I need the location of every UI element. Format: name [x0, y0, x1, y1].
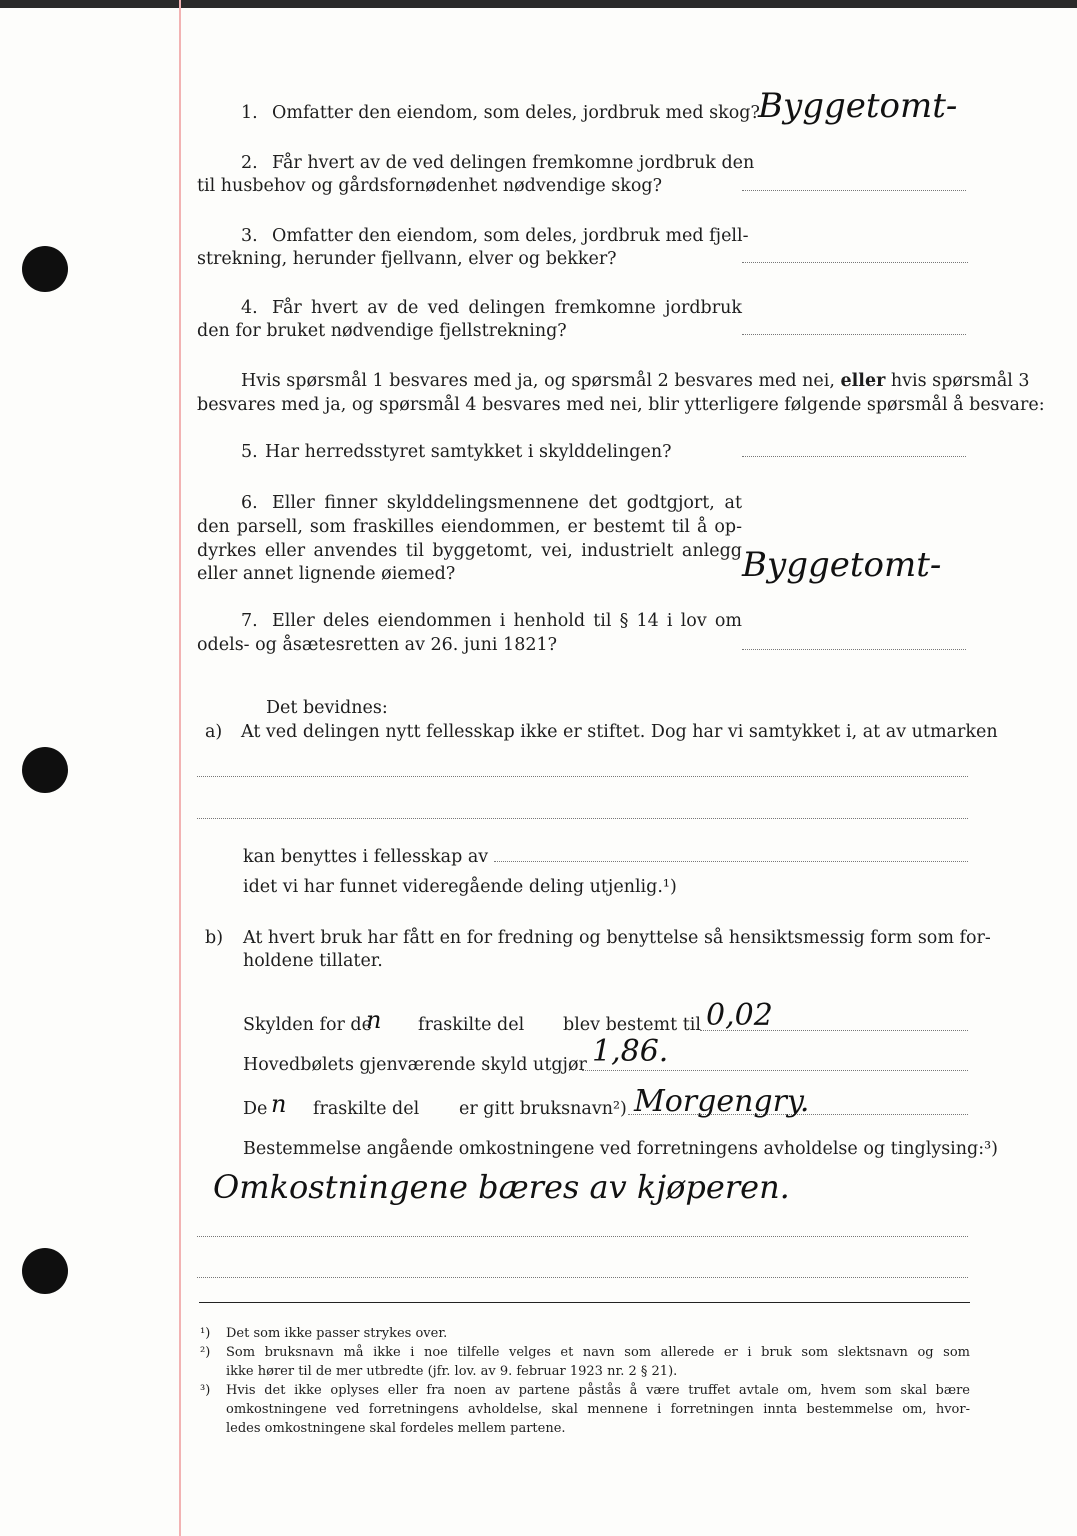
fill-line-fellesskap — [494, 861, 968, 862]
bruksnavn-post: er gitt bruksnavn²) — [459, 1099, 627, 1119]
fill-line-a1 — [197, 776, 968, 777]
answer-6-handwritten: Byggetomt- — [742, 545, 942, 585]
punch-hole-top — [22, 246, 68, 292]
bevidnes-b-text-2: holdene tillater. — [243, 951, 383, 971]
margin-line — [179, 0, 181, 1536]
question-3-line-1: Omfatter den eiendom, som deles, jordbruk med fjell- — [272, 226, 749, 246]
answer-4-line — [742, 334, 966, 335]
question-1-number: 1. — [241, 103, 258, 123]
fill-line-a2 — [197, 818, 968, 819]
question-6-line-3: dyrkes eller anvendes til byggetomt, vei, industrielt anlegg — [197, 541, 742, 561]
bruksnavn-value: Morgengry. — [634, 1084, 810, 1119]
question-7-line-2: odels- og åsætesretten av 26. juni 1821? — [197, 635, 557, 655]
bevidnes-a-line-3: idet vi har funnet videregående deling utjenlig.¹) — [243, 877, 677, 897]
document-page: 1. Omfatter den eiendom, som deles, jordbruk med skog? Byggetomt- 2. Får hvert av de ved delingen fremkomne jordbruk den til husbehov og gårdsfornødenhet nødvendige skog? 3. Omfatter den eiendom, som deles, jordbruk med fjell- strekning, herunder fjellvann, elver og bekker? 4. Får hvert av de ved delingen fremkomne jordbruk den for bruket nødvendige fjellstrekning? Hvis spørsmål 1 besvares med ja, og spørsmål 2 besvares med nei, eller hvis spørsmål 3 besvares med ja, og spørsmål 4 besvares med nei, blir ytterligere følgende spørsmål å besvare: 5. Har herredsstyret samtykket i skylddelingen? 6. Eller finner skylddelingsmennene det godtgjort, at den parsell, som fraskilles eiendommen, er bestemt til å op- dyrkes eller anvendes til byggetomt, vei, industrielt anlegg eller annet lignende øiemed? Byggetomt- 7. Eller deles eiendommen i henhold til § 14 i lov om odels- og åsætesretten av 26. juni 1821? Det bevidnes: a) At ved delingen nytt fellesskap ikke er stiftet. Dog har vi samtykket i, at av utmarken kan benyttes i fellesskap av idet vi har funnet videregående deling utjenlig.¹) b) At hvert bruk har fått en for fredning og benyttelse så hensiktsmessig form som for- holdene tillater. Skylden for de n fraskilte del blev bestemt til 0,02 Hovedbølets gjenværende skyld utgjør 1,86. De n fraskilte del er gitt bruksnavn²) Morgengry. Bestemmelse angående omkostningene ved forretningens avholdelse og tinglysing:³) Omkostningene bæres av kjøperen. ¹) Det som ikke passer strykes over. ²) Som bruksnavn må ikke i noe tilfelle velges et navn som allerede er i bruk som slektsnavn og som ikke hører til de mer utbredte (jfr. lov. av 9. februar 1923 nr. 2 § 21). ³) Hvis det ikke oplyses eller fra noen av partene påstås å være truffet avtale om, hvem som skal bære omkostningene ved forretningens avholdelse, skal mennene i forretningen innta bestemmelse om, hvor- ledes omkostningene skal fordeles mellem partene. — [0, 0, 1077, 1536]
bevidnes-a-label: a) — [205, 722, 223, 742]
skyld-fraskilt-mid: fraskilte del — [418, 1015, 525, 1035]
question-4-number: 4. — [241, 298, 258, 318]
question-6-line-1: Eller finner skylddelingsmennene det godtgjort, at — [272, 493, 742, 513]
bevidnes-b-label: b) — [205, 928, 224, 948]
question-2-line-1: Får hvert av de ved delingen fremkomne jordbruk den — [272, 153, 755, 173]
question-2-number: 2. — [241, 153, 258, 173]
question-3-line-2: strekning, herunder fjellvann, elver og bekker? — [197, 249, 617, 269]
answer-3-line — [742, 262, 968, 263]
condition-line-1: Hvis spørsmål 1 besvares med ja, og spørsmål 2 besvares med nei, eller hvis spørsmål 3 — [241, 371, 1030, 391]
bruksnavn-mid: fraskilte del — [313, 1099, 420, 1119]
bevidnes-b-text-1: At hvert bruk har fått en for fredning og benyttelse så hensiktsmessig form som for- — [243, 928, 991, 948]
answer-5-line — [742, 456, 966, 457]
omkostning-line-2 — [197, 1277, 968, 1278]
skyld-fraskilt-suffix: n — [366, 1006, 382, 1034]
question-5-text: Har herredsstyret samtykket i skylddelingen? — [265, 442, 672, 462]
question-6-line-4: eller annet lignende øiemed? — [197, 564, 456, 584]
answer-7-line — [742, 649, 966, 650]
footnote-3-line-3: ledes omkostningene skal fordeles mellem partene. — [226, 1421, 566, 1436]
bevidnes-a-line-2: kan benyttes i fellesskap av — [243, 847, 489, 867]
footnote-3-line-2: omkostningene ved forretningens avholdelse, skal mennene i forretningen innta bestemmelse om, hvor- — [226, 1402, 970, 1417]
question-4-line-1: Får hvert av de ved delingen fremkomne jordbruk — [272, 298, 742, 318]
footnote-rule — [199, 1302, 970, 1303]
question-7-number: 7. — [241, 611, 258, 631]
bruksnavn-suffix: n — [271, 1090, 287, 1118]
question-6-number: 6. — [241, 493, 258, 513]
skyld-hovedbol-value: 1,86. — [592, 1034, 669, 1069]
bruksnavn-pre: De — [243, 1099, 268, 1119]
skyld-hovedbol-label: Hovedbølets gjenværende skyld utgjør — [243, 1055, 587, 1075]
punch-hole-middle — [22, 747, 68, 793]
answer-2-line — [742, 190, 966, 191]
question-3-number: 3. — [241, 226, 258, 246]
bevidnes-heading: Det bevidnes: — [266, 698, 388, 718]
skyld-fraskilt-post: blev bestemt til — [563, 1015, 701, 1035]
condition-line-2: besvares med ja, og spørsmål 4 besvares med nei, blir ytterligere følgende spørsmål å besvare: — [197, 395, 1045, 415]
question-5-number: 5. — [241, 442, 258, 462]
question-7-line-1: Eller deles eiendommen i henhold til § 14 i lov om — [272, 611, 742, 631]
footnote-2-line-2: ikke hører til de mer utbredte (jfr. lov. av 9. februar 1923 nr. 2 § 21). — [226, 1364, 678, 1379]
scan-edge — [0, 0, 1077, 8]
question-1-text: Omfatter den eiendom, som deles, jordbruk med skog? — [272, 103, 760, 123]
punch-hole-bottom — [22, 1248, 68, 1294]
question-6-line-2: den parsell, som fraskilles eiendommen, er bestemt til å op- — [197, 517, 742, 537]
bevidnes-a-text: At ved delingen nytt fellesskap ikke er stiftet. Dog har vi samtykket i, at av utmarken — [241, 722, 998, 742]
answer-1-handwritten: Byggetomt- — [758, 86, 958, 126]
skyld-fraskilt-pre: Skylden for de — [243, 1015, 372, 1035]
question-4-line-2: den for bruket nødvendige fjellstrekning? — [197, 321, 567, 341]
skyld-fraskilt-value: 0,02 — [706, 998, 773, 1033]
omkostning-value: Omkostningene bæres av kjøperen. — [213, 1168, 790, 1206]
omkostning-line-1 — [197, 1236, 968, 1237]
omkostning-label: Bestemmelse angående omkostningene ved forretningens avholdelse og tinglysing:³) — [243, 1139, 998, 1159]
skyld-hovedbol-line — [582, 1070, 968, 1071]
question-2-line-2: til husbehov og gårdsfornødenhet nødvendige skog? — [197, 176, 662, 196]
